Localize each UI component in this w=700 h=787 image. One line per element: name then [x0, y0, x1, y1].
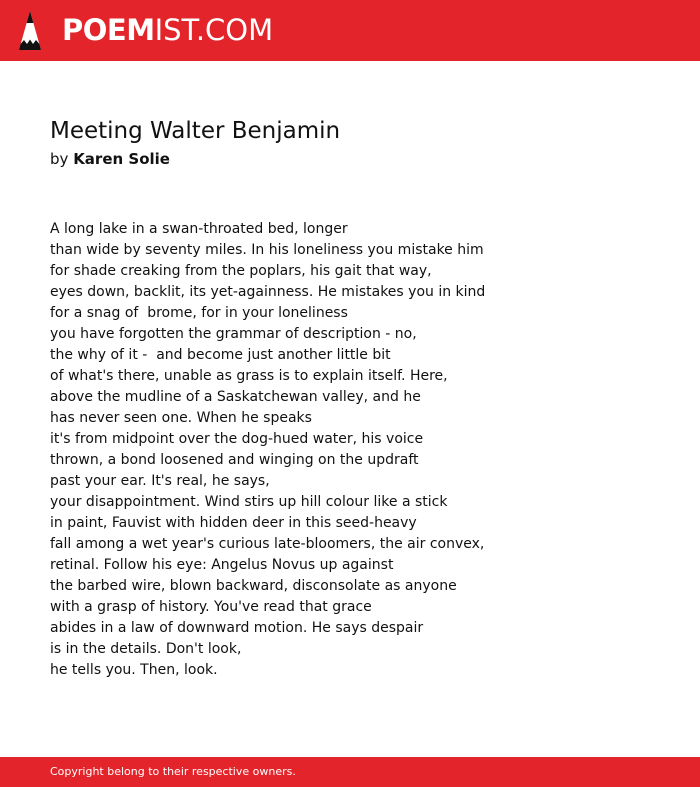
poem-line: A long lake in a swan-throated bed, longer [50, 221, 348, 237]
poem-line: the barbed wire, blown backward, disconsolate as anyone [50, 578, 457, 594]
poem-body [50, 219, 680, 681]
poem-line: with a grasp of history. You've read that grace [50, 599, 372, 615]
poem-line: your disappointment. Wind stirs up hill colour like a stick [50, 494, 448, 510]
copyright-notice: Copyright belong to their respective owners. [50, 765, 296, 778]
poem-line: has never seen one. When he speaks [50, 410, 312, 426]
poem-line: in paint, Fauvist with hidden deer in this seed-heavy [50, 515, 417, 531]
logo-light-text: IST.COM [154, 13, 274, 47]
poem-line: you have forgotten the grammar of description - no, [50, 326, 417, 342]
byline [50, 149, 170, 169]
site-footer [0, 757, 700, 787]
poem-line: than wide by seventy miles. In his loneliness you mistake him [50, 242, 484, 258]
poem-line: past your ear. It's real, he says, [50, 473, 270, 489]
poem-line: of what's there, unable as grass is to explain itself. Here, [50, 368, 448, 384]
poem-line: abides in a law of downward motion. He says despair [50, 620, 424, 636]
poem-line: the why of it - and become just another little bit [50, 347, 391, 363]
pencil-tip-icon [18, 10, 42, 52]
poem-line: is in the details. Don't look, [50, 641, 242, 657]
poem-line: he tells you. Then, look. [50, 662, 218, 678]
poem-line: fall among a wet year's curious late-bloomers, the air convex, [50, 536, 485, 552]
poem-line: eyes down, backlit, its yet-againness. He mistakes you in kind [50, 284, 486, 300]
poem-line: for a snag of brome, for in your loneliness [50, 305, 348, 321]
poem-line: above the mudline of a Saskatchewan valley, and he [50, 389, 421, 405]
poem-line: thrown, a bond loosened and winging on the updraft [50, 452, 419, 468]
poem-line: it's from midpoint over the dog-hued water, his voice [50, 431, 424, 447]
poem-line: for shade creaking from the poplars, his gait that way, [50, 263, 432, 279]
poem-title: Meeting Walter Benjamin [50, 118, 341, 144]
poem-line: retinal. Follow his eye: Angelus Novus up against [50, 557, 394, 573]
site-header [0, 0, 700, 61]
site-logo[interactable] [62, 13, 273, 47]
author-name: Karen Solie [73, 150, 170, 168]
by-label: by [50, 150, 69, 168]
logo-bold-text: POEM [62, 13, 155, 47]
